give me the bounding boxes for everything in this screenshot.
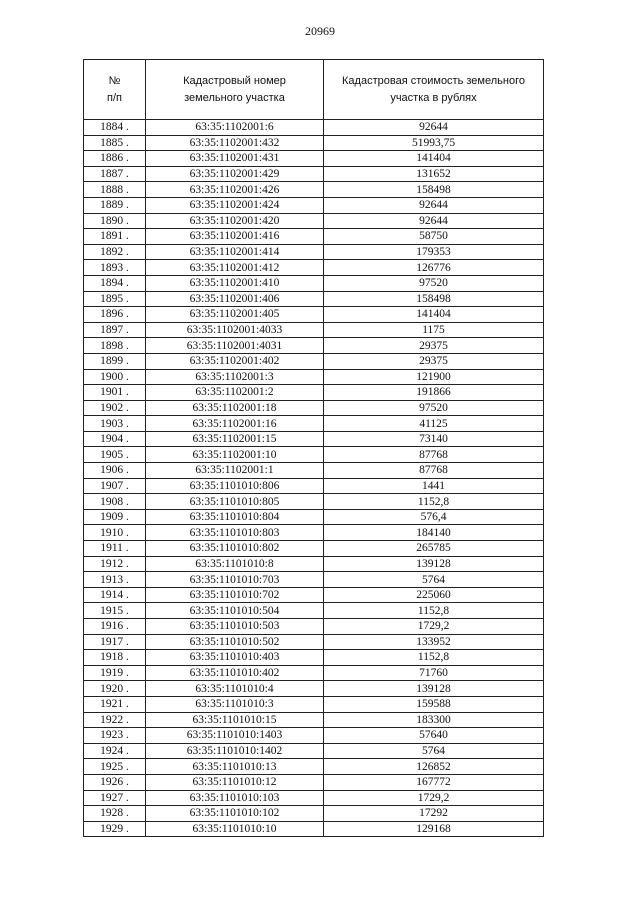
cell-cadastral-number: 63:35:1102001:15 bbox=[146, 431, 324, 447]
table-row bbox=[84, 603, 544, 619]
cell-row-number: 1921 . bbox=[84, 696, 146, 712]
cell-cadastral-number: 63:35:1101010:4 bbox=[146, 681, 324, 697]
cell-row-number: 1918 . bbox=[84, 650, 146, 666]
cell-row-number: 1901 . bbox=[84, 385, 146, 401]
cell-cadastral-number: 63:35:1101010:802 bbox=[146, 541, 324, 557]
table-row bbox=[84, 665, 544, 681]
table-row bbox=[84, 494, 544, 510]
cell-cadastral-number: 63:35:1101010:503 bbox=[146, 619, 324, 635]
cell-cadastral-value: 126852 bbox=[324, 759, 544, 775]
cell-cadastral-number: 63:35:1102001:426 bbox=[146, 182, 324, 198]
header-cadastral-value-line-2: участка в рублях bbox=[390, 91, 477, 104]
cell-cadastral-number: 63:35:1102001:18 bbox=[146, 400, 324, 416]
cell-cadastral-number: 63:35:1102001:431 bbox=[146, 151, 324, 167]
table-row bbox=[84, 400, 544, 416]
table-row bbox=[84, 260, 544, 276]
table-row bbox=[84, 728, 544, 744]
cell-cadastral-number: 63:35:1101010:1403 bbox=[146, 728, 324, 744]
cell-cadastral-number: 63:35:1101010:703 bbox=[146, 572, 324, 588]
header-cadastral-number-line-1: Кадастровый номер bbox=[183, 74, 286, 87]
cell-cadastral-value: 29375 bbox=[324, 338, 544, 354]
cell-row-number: 1893 . bbox=[84, 260, 146, 276]
cell-row-number: 1915 . bbox=[84, 603, 146, 619]
cell-cadastral-number: 63:35:1102001:6 bbox=[146, 120, 324, 136]
cell-cadastral-number: 63:35:1101010:103 bbox=[146, 790, 324, 806]
cell-cadastral-number: 63:35:1101010:102 bbox=[146, 806, 324, 822]
cell-cadastral-value: 184140 bbox=[324, 525, 544, 541]
cell-cadastral-value: 191866 bbox=[324, 385, 544, 401]
cell-cadastral-number: 63:35:1102001:416 bbox=[146, 229, 324, 245]
table-row bbox=[84, 821, 544, 837]
cell-cadastral-value: 141404 bbox=[324, 151, 544, 167]
cell-cadastral-value: 183300 bbox=[324, 712, 544, 728]
cell-cadastral-value: 92644 bbox=[324, 120, 544, 136]
cell-cadastral-value: 1152,8 bbox=[324, 650, 544, 666]
cell-cadastral-number: 63:35:1102001:410 bbox=[146, 275, 324, 291]
cell-row-number: 1902 . bbox=[84, 400, 146, 416]
cell-cadastral-number: 63:35:1102001:432 bbox=[146, 135, 324, 151]
cell-row-number: 1896 . bbox=[84, 307, 146, 323]
table-row bbox=[84, 229, 544, 245]
cell-cadastral-number: 63:35:1102001:420 bbox=[146, 213, 324, 229]
cell-row-number: 1910 . bbox=[84, 525, 146, 541]
cell-row-number: 1884 . bbox=[84, 120, 146, 136]
cell-row-number: 1905 . bbox=[84, 447, 146, 463]
table-row bbox=[84, 509, 544, 525]
cell-cadastral-value: 576,4 bbox=[324, 509, 544, 525]
cell-cadastral-number: 63:35:1101010:403 bbox=[146, 650, 324, 666]
table-row bbox=[84, 447, 544, 463]
cell-cadastral-value: 179353 bbox=[324, 244, 544, 260]
table-row bbox=[84, 463, 544, 479]
cell-cadastral-value: 167772 bbox=[324, 774, 544, 790]
cell-cadastral-number: 63:35:1102001:4033 bbox=[146, 322, 324, 338]
cell-cadastral-value: 265785 bbox=[324, 541, 544, 557]
cell-row-number: 1923 . bbox=[84, 728, 146, 744]
cell-row-number: 1913 . bbox=[84, 572, 146, 588]
cell-cadastral-value: 141404 bbox=[324, 307, 544, 323]
cell-cadastral-value: 87768 bbox=[324, 463, 544, 479]
cell-cadastral-value: 158498 bbox=[324, 291, 544, 307]
cell-row-number: 1899 . bbox=[84, 353, 146, 369]
cell-cadastral-value: 17292 bbox=[324, 806, 544, 822]
cell-cadastral-number: 63:35:1101010:805 bbox=[146, 494, 324, 510]
cell-cadastral-value: 158498 bbox=[324, 182, 544, 198]
cell-row-number: 1892 . bbox=[84, 244, 146, 260]
cell-cadastral-value: 121900 bbox=[324, 369, 544, 385]
cell-cadastral-value: 1441 bbox=[324, 478, 544, 494]
cell-cadastral-value: 159588 bbox=[324, 696, 544, 712]
table-row bbox=[84, 120, 544, 136]
cell-cadastral-number: 63:35:1101010:15 bbox=[146, 712, 324, 728]
table-row bbox=[84, 587, 544, 603]
cell-cadastral-number: 63:35:1101010:804 bbox=[146, 509, 324, 525]
table-row bbox=[84, 790, 544, 806]
cell-row-number: 1911 . bbox=[84, 541, 146, 557]
table-row bbox=[84, 431, 544, 447]
cell-cadastral-number: 63:35:1102001:1 bbox=[146, 463, 324, 479]
cell-cadastral-value: 97520 bbox=[324, 400, 544, 416]
header-number bbox=[84, 60, 146, 120]
cell-cadastral-number: 63:35:1102001:414 bbox=[146, 244, 324, 260]
cell-row-number: 1917 . bbox=[84, 634, 146, 650]
cell-row-number: 1919 . bbox=[84, 665, 146, 681]
cell-cadastral-number: 63:35:1101010:12 bbox=[146, 774, 324, 790]
cell-cadastral-value: 1729,2 bbox=[324, 790, 544, 806]
cell-cadastral-number: 63:35:1102001:406 bbox=[146, 291, 324, 307]
table-row bbox=[84, 619, 544, 635]
table-row bbox=[84, 774, 544, 790]
cell-row-number: 1908 . bbox=[84, 494, 146, 510]
table-row bbox=[84, 541, 544, 557]
table-row bbox=[84, 275, 544, 291]
table-row bbox=[84, 322, 544, 338]
header-row bbox=[84, 60, 544, 120]
cell-cadastral-number: 63:35:1102001:4031 bbox=[146, 338, 324, 354]
cell-row-number: 1929 . bbox=[84, 821, 146, 837]
cell-cadastral-value: 225060 bbox=[324, 587, 544, 603]
table-row bbox=[84, 244, 544, 260]
cell-row-number: 1922 . bbox=[84, 712, 146, 728]
table-row bbox=[84, 743, 544, 759]
cell-cadastral-value: 58750 bbox=[324, 229, 544, 245]
cell-row-number: 1925 . bbox=[84, 759, 146, 775]
cell-cadastral-value: 41125 bbox=[324, 416, 544, 432]
cell-cadastral-number: 63:35:1101010:1402 bbox=[146, 743, 324, 759]
cell-row-number: 1887 . bbox=[84, 166, 146, 182]
cell-cadastral-number: 63:35:1101010:402 bbox=[146, 665, 324, 681]
table-row bbox=[84, 806, 544, 822]
header-cadastral-value-line-1: Кадастровая стоимость земельного bbox=[342, 74, 525, 87]
table-header bbox=[84, 60, 544, 120]
table-row bbox=[84, 307, 544, 323]
cell-row-number: 1916 . bbox=[84, 619, 146, 635]
table-row bbox=[84, 634, 544, 650]
cell-cadastral-value: 5764 bbox=[324, 743, 544, 759]
cell-cadastral-value: 131652 bbox=[324, 166, 544, 182]
table-body bbox=[84, 120, 544, 837]
cell-cadastral-value: 1175 bbox=[324, 322, 544, 338]
cell-cadastral-number: 63:35:1101010:10 bbox=[146, 821, 324, 837]
cell-cadastral-value: 1152,8 bbox=[324, 603, 544, 619]
cell-row-number: 1900 . bbox=[84, 369, 146, 385]
table-row bbox=[84, 759, 544, 775]
cell-row-number: 1914 . bbox=[84, 587, 146, 603]
cell-cadastral-value: 92644 bbox=[324, 197, 544, 213]
cell-cadastral-value: 129168 bbox=[324, 821, 544, 837]
table-row bbox=[84, 416, 544, 432]
table-row bbox=[84, 213, 544, 229]
cell-cadastral-value: 87768 bbox=[324, 447, 544, 463]
page-number: 20969 bbox=[305, 24, 335, 38]
cell-cadastral-number: 63:35:1101010:504 bbox=[146, 603, 324, 619]
table-row bbox=[84, 681, 544, 697]
table-row bbox=[84, 135, 544, 151]
cell-cadastral-value: 92644 bbox=[324, 213, 544, 229]
table-row bbox=[84, 572, 544, 588]
cell-cadastral-value: 1152,8 bbox=[324, 494, 544, 510]
cell-row-number: 1898 . bbox=[84, 338, 146, 354]
cell-row-number: 1924 . bbox=[84, 743, 146, 759]
cell-cadastral-number: 63:35:1101010:502 bbox=[146, 634, 324, 650]
cell-row-number: 1889 . bbox=[84, 197, 146, 213]
cell-cadastral-value: 57640 bbox=[324, 728, 544, 744]
cell-cadastral-value: 71760 bbox=[324, 665, 544, 681]
cell-cadastral-value: 97520 bbox=[324, 275, 544, 291]
cell-cadastral-value: 126776 bbox=[324, 260, 544, 276]
cell-cadastral-number: 63:35:1102001:2 bbox=[146, 385, 324, 401]
cell-row-number: 1895 . bbox=[84, 291, 146, 307]
cell-row-number: 1909 . bbox=[84, 509, 146, 525]
cell-cadastral-value: 29375 bbox=[324, 353, 544, 369]
cell-row-number: 1903 . bbox=[84, 416, 146, 432]
cell-row-number: 1890 . bbox=[84, 213, 146, 229]
cell-row-number: 1894 . bbox=[84, 275, 146, 291]
cell-cadastral-number: 63:35:1102001:405 bbox=[146, 307, 324, 323]
cell-row-number: 1888 . bbox=[84, 182, 146, 198]
cell-cadastral-value: 5764 bbox=[324, 572, 544, 588]
cell-row-number: 1920 . bbox=[84, 681, 146, 697]
cell-row-number: 1907 . bbox=[84, 478, 146, 494]
table-row bbox=[84, 182, 544, 198]
cell-row-number: 1906 . bbox=[84, 463, 146, 479]
cell-row-number: 1927 . bbox=[84, 790, 146, 806]
table-row bbox=[84, 478, 544, 494]
table-row bbox=[84, 650, 544, 666]
cell-cadastral-number: 63:35:1102001:16 bbox=[146, 416, 324, 432]
cell-cadastral-value: 73140 bbox=[324, 431, 544, 447]
cell-cadastral-number: 63:35:1102001:424 bbox=[146, 197, 324, 213]
cell-row-number: 1886 . bbox=[84, 151, 146, 167]
table-row bbox=[84, 385, 544, 401]
cell-row-number: 1928 . bbox=[84, 806, 146, 822]
cadastral-table bbox=[83, 59, 544, 837]
cell-row-number: 1912 . bbox=[84, 556, 146, 572]
cell-cadastral-value: 139128 bbox=[324, 681, 544, 697]
table-row bbox=[84, 338, 544, 354]
cell-row-number: 1885 . bbox=[84, 135, 146, 151]
table-row bbox=[84, 712, 544, 728]
table-row bbox=[84, 166, 544, 182]
cell-cadastral-number: 63:35:1101010:13 bbox=[146, 759, 324, 775]
cell-cadastral-number: 63:35:1102001:3 bbox=[146, 369, 324, 385]
cell-cadastral-value: 1729,2 bbox=[324, 619, 544, 635]
cell-row-number: 1891 . bbox=[84, 229, 146, 245]
table-row bbox=[84, 556, 544, 572]
cell-cadastral-number: 63:35:1101010:803 bbox=[146, 525, 324, 541]
table-row bbox=[84, 696, 544, 712]
cell-row-number: 1904 . bbox=[84, 431, 146, 447]
header-cadastral-number bbox=[146, 60, 324, 120]
table-row bbox=[84, 197, 544, 213]
cell-row-number: 1926 . bbox=[84, 774, 146, 790]
cell-cadastral-number: 63:35:1102001:402 bbox=[146, 353, 324, 369]
cell-cadastral-number: 63:35:1101010:3 bbox=[146, 696, 324, 712]
cell-cadastral-number: 63:35:1101010:8 bbox=[146, 556, 324, 572]
cell-cadastral-number: 63:35:1102001:429 bbox=[146, 166, 324, 182]
table-row bbox=[84, 151, 544, 167]
table-row bbox=[84, 525, 544, 541]
cell-cadastral-number: 63:35:1102001:412 bbox=[146, 260, 324, 276]
cell-cadastral-number: 63:35:1102001:10 bbox=[146, 447, 324, 463]
header-number-line-1: № bbox=[108, 74, 121, 87]
header-cadastral-number-line-2: земельного участка bbox=[184, 91, 285, 104]
cell-cadastral-number: 63:35:1101010:702 bbox=[146, 587, 324, 603]
cell-row-number: 1897 . bbox=[84, 322, 146, 338]
table-row bbox=[84, 291, 544, 307]
table-row bbox=[84, 369, 544, 385]
cell-cadastral-value: 133952 bbox=[324, 634, 544, 650]
cell-cadastral-number: 63:35:1101010:806 bbox=[146, 478, 324, 494]
cell-cadastral-value: 51993,75 bbox=[324, 135, 544, 151]
table-row bbox=[84, 353, 544, 369]
cell-cadastral-value: 139128 bbox=[324, 556, 544, 572]
header-cadastral-value bbox=[324, 60, 544, 120]
header-number-line-2: п/п bbox=[107, 91, 122, 104]
